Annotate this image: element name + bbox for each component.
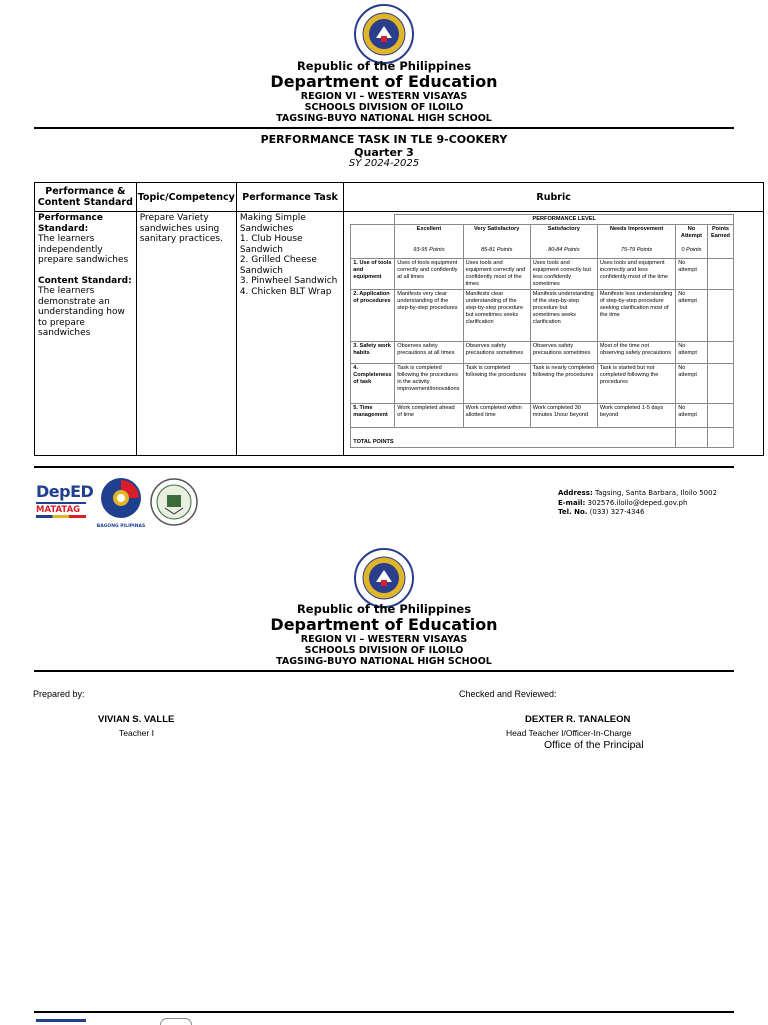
rubric-row: 3. Safety work habits Observes safety precautions at all times Observes safety precautions sometimes Observes safety precautions sometimes Most of the time not observing safety precautions No attempt xyxy=(351,342,734,364)
tel-text: (033) 327-4346 xyxy=(589,508,645,516)
topic-cell: Prepare Variety sandwiches using sanitary practices. xyxy=(136,212,236,456)
doc-title: PERFORMANCE TASK IN TLE 9-COOKERY xyxy=(260,133,508,146)
bagong-pilipinas-icon xyxy=(96,476,146,520)
department-title: Department of Education xyxy=(270,615,498,634)
deped-logo-fragment xyxy=(36,1019,86,1022)
points-very-satisfactory: 85-81 Points xyxy=(480,247,513,253)
division-label: SCHOOLS DIVISION OF ILOILO xyxy=(304,645,464,656)
task-item: 4. Chicken BLT Wrap xyxy=(239,286,332,297)
prepared-by-role: Teacher I xyxy=(119,728,154,738)
task-cell xyxy=(236,212,343,456)
level-points-earned: Points Earned xyxy=(707,225,734,259)
level-excellent: Excellent 93-95 Points xyxy=(395,225,463,259)
points-no-attempt: 0 Points xyxy=(681,247,702,253)
checked-by-office: Office of the Principal xyxy=(544,739,644,751)
region-label: REGION VI – WESTERN VISAYAS xyxy=(300,634,468,645)
task-item: 3. Pinwheel Sandwich xyxy=(239,276,338,286)
deped-seal-icon xyxy=(354,4,414,64)
performance-task-table xyxy=(34,182,764,456)
footer-divider xyxy=(34,466,734,468)
bagong-pilipinas-text: BAGONG PILIPINAS xyxy=(96,524,146,529)
standard-cell xyxy=(35,212,137,456)
matatag-logo-text: MATATAG xyxy=(36,505,81,515)
rubric-table xyxy=(350,214,734,448)
performance-standard-text: The learners independently prepare sandwiches xyxy=(38,234,129,265)
rubric-row: 2. Application of procedures Manifests very clear understanding of the step-by-step procedures Manifests clear understanding of the step-by-step procedure but sometimes seeks clarification Manifests understanding of the step-by-step procedure but sometimes seeks clarification Manifests less understanding of step-by-step procedure seeking clarification most of the time No attempt xyxy=(351,290,734,342)
checked-by-label: Checked and Reviewed: xyxy=(459,689,557,699)
rubric-row: 1. Use of tools and equipment Uses of tools equipment correctly and confidently at all times Uses tools and equipment correctly and confidently most of the times Uses tools and equipment correctly but less confidently sometimes Uses tools and equipment incorrectly and less confidently most of the time No attempt xyxy=(351,259,734,290)
rubric-cell xyxy=(344,212,764,456)
header-divider xyxy=(34,127,734,129)
email-text: 302576.iloilo@deped.gov.ph xyxy=(587,498,688,507)
header-divider xyxy=(34,670,734,672)
content-standard-text: The learners demonstrate an understanding how to prepare sandwiches xyxy=(38,286,125,338)
republic-label: Republic of the Philippines xyxy=(296,59,472,73)
deped-seal-icon xyxy=(354,548,414,608)
col-header-task: Performance Task xyxy=(236,183,343,212)
address-text: Tagsing, Santa Barbara, Iloilo 5002 xyxy=(595,489,718,497)
level-needs-improvement: Needs Improvement 75-79 Points xyxy=(597,225,675,259)
level-very-satisfactory: Very Satisfactory 85-81 Points xyxy=(463,225,530,259)
level-no-attempt: No Attempt 0 Points xyxy=(676,225,708,259)
points-needs-improvement: 75-79 Points xyxy=(620,247,653,253)
checked-by-name: DEXTER R. TANALEON xyxy=(525,714,631,725)
col-header-rubric: Rubric xyxy=(344,183,764,212)
points-excellent: 93-95 Points xyxy=(413,247,445,253)
school-label: TAGSING-BUYO NATIONAL HIGH SCHOOL xyxy=(276,656,492,667)
doc-school-year: SY 2024-2025 xyxy=(348,158,420,169)
school-label: TAGSING-BUYO NATIONAL HIGH SCHOOL xyxy=(276,113,492,124)
contact-block: Address: Tagsing, Santa Barbara, Iloilo 5002 E-mail: 302576.iloilo@deped.gov.ph Tel. No. (033) 327-4346 xyxy=(558,489,718,516)
deped-matatag-logo xyxy=(36,482,92,528)
deped-logo-text: DepED xyxy=(36,482,94,501)
republic-label: Republic of the Philippines xyxy=(296,602,472,616)
school-seal-icon xyxy=(150,478,198,526)
doc-quarter: Quarter 3 xyxy=(354,146,414,159)
prepared-by-label: Prepared by: xyxy=(33,689,85,699)
level-satisfactory: Satisfactory 80-84 Points xyxy=(530,225,597,259)
rubric-row: 4. Completeness of task Task is completed following the procedures in the activity improvement/innovations Task is completed following the procedures Task is nearly completed following the procedures Task is started but not completed following the procedures No attempt xyxy=(351,364,734,404)
col-header-standard: Performance & Content Standard xyxy=(35,183,137,212)
footer-divider xyxy=(34,1011,734,1013)
checked-by-role: Head Teacher I/Officer-In-Charge xyxy=(506,728,632,738)
performance-level-header: PERFORMANCE LEVEL xyxy=(395,215,734,225)
prepared-by-name: VIVIAN S. VALLE xyxy=(98,714,175,725)
department-title: Department of Education xyxy=(270,72,498,91)
content-standard-label: Content Standard: xyxy=(38,275,132,286)
task-title: Making Simple Sandwiches xyxy=(239,213,306,234)
performance-standard-label: Performance Standard: xyxy=(38,213,103,234)
rubric-row: 5. Time management Work completed ahead of time Work completed within allotted time Work completed 30 minutes 1hour beyond Work completed 1-5 days beyond No attempt xyxy=(351,404,734,428)
rubric-total-row: TOTAL POINTS xyxy=(351,428,734,448)
bagong-pilipinas-logo xyxy=(96,476,146,528)
region-label: REGION VI – WESTERN VISAYAS xyxy=(300,91,468,102)
col-header-topic: Topic/Competency xyxy=(136,183,236,212)
task-item: 2. Grilled Cheese Sandwich xyxy=(239,255,317,276)
division-label: SCHOOLS DIVISION OF ILOILO xyxy=(304,102,464,113)
task-item: 1. Club House Sandwich xyxy=(239,234,303,255)
points-satisfactory: 80-84 Points xyxy=(548,247,580,253)
